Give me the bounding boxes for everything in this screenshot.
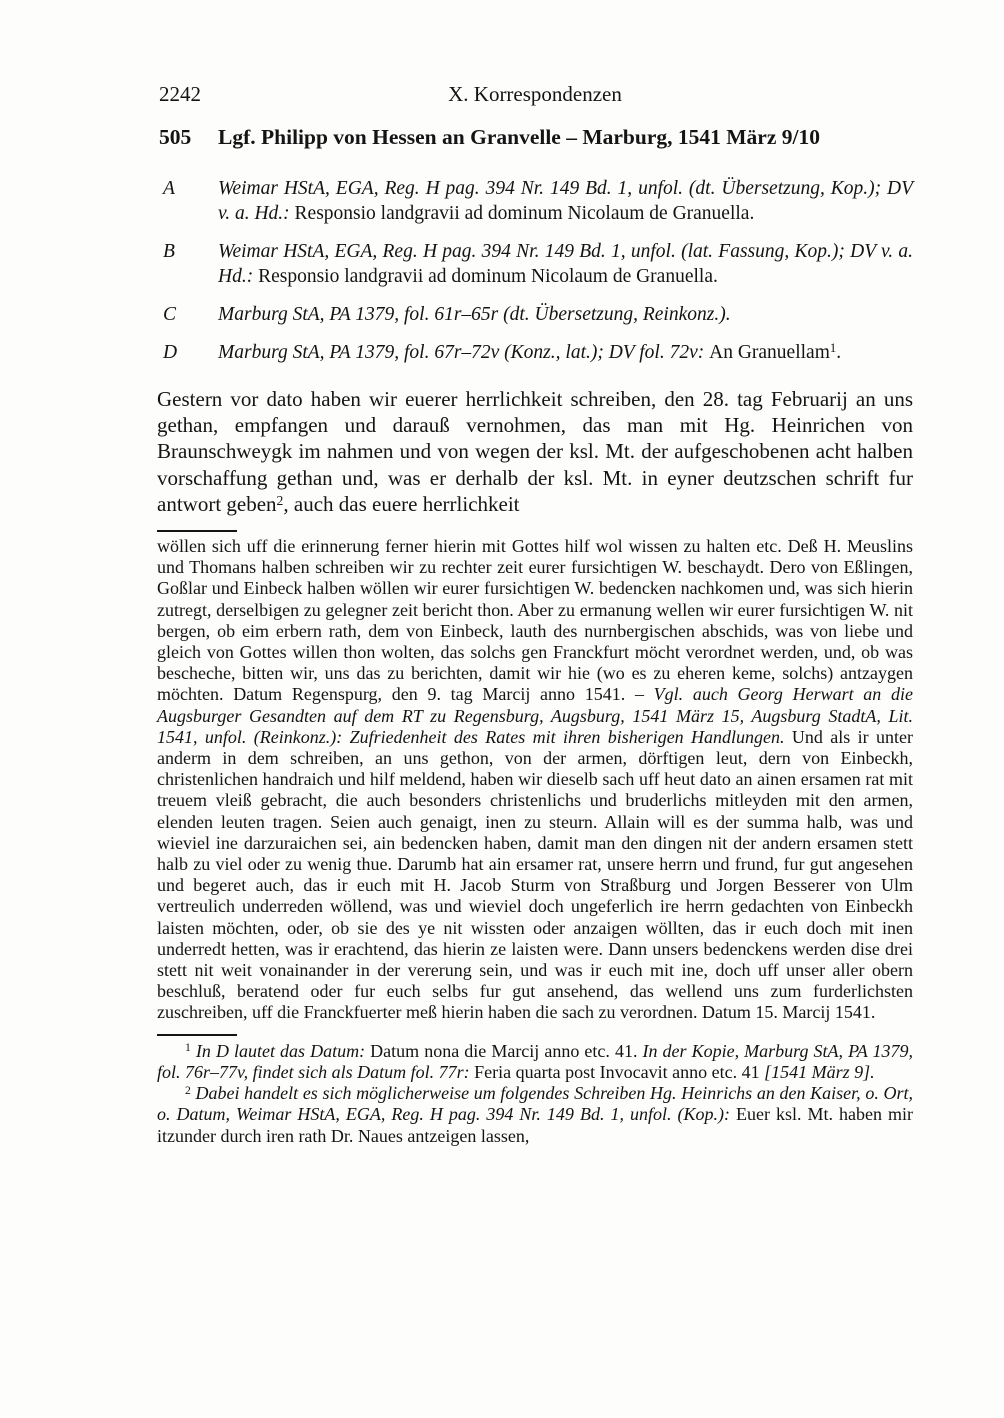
source-text-b xyxy=(218,239,913,289)
text-segment: Weimar HStA, EGA, Reg. H pag. 394 Nr. 149 Bd. 1, unfol. (lat. Fassung, Kop.); DV v. a. Hd.: xyxy=(218,241,913,287)
footnote-1 xyxy=(157,1041,913,1083)
source-label-c: C xyxy=(163,304,177,325)
entry-title: Lgf. Philipp von Hessen an Granvelle – Marburg, 1541 März 9/10 xyxy=(218,125,820,149)
source-text-a xyxy=(218,176,913,226)
text-segment: wöllen sich uff die erinnerung ferner hierin mit Gottes hilf wol wissen zu halten etc. Deß H. Meuslins und Thomans halben schreiben wir zu rechter zeit eurer fursichtigen W. beschaydt. Dero von Eßlingen, Goßlar und Einbeck halben wöllen wir eurer fursichtigen W. bedencken nachkomen und, was sich hierin zutregt, derselbigen zu gelegner zeit bericht thon. Aber zu ermanung wellen wir eurer fursichtigen W. nit bergen, ob eim erbern rath, dem von Einbeck, lauth des nurnbergischen abschids, was von liebe und gleich von Gottes willen thon wolten, das solchs gen Franckfurt möcht verordnet werden, und, ob was bescheche, bitten wir, uns das zu berichten, damit wir hie (wo es zu eheren keme, solchs) antzaygen möchten. Datum Regenspurg, den 9. tag Marcij anno 1541. – xyxy=(157,536,913,705)
footnote-marker: 2 xyxy=(185,1083,191,1097)
text-segment: Gestern vor dato haben wir euerer herrlichkeit schreiben, den 28. tag Februarij an uns gethan, empfangen und darauß vernohmen, das man mit Hg. Heinrichen von Braunschweygk im nahmen und von wegen der ksl. Mt. der aufgeschobenen acht halben vorschaffung gethan und, was er derhalb der ksl. Mt. in eyner deutzschen schrift fur antwort geben xyxy=(157,387,913,516)
text-segment: . xyxy=(836,342,842,363)
text-segment: Marburg StA, PA 1379, fol. 61r–65r (dt. Übersetzung, Reinkonz.). xyxy=(218,304,731,325)
source-text-c xyxy=(218,302,913,327)
text-segment: Feria quarta post Invocavit anno etc. 41 xyxy=(469,1061,765,1082)
page-number: 2242 xyxy=(159,82,201,106)
footnote-marker: 1 xyxy=(829,341,837,356)
text-segment: , auch das euere herrlichkeit xyxy=(283,491,520,516)
page-header xyxy=(157,82,913,108)
source-row-b xyxy=(163,239,913,289)
footnote-2 xyxy=(157,1083,913,1147)
text-segment: Responsio landgravii ad dominum Nicolaum de Granuella. xyxy=(258,266,718,287)
source-row-a xyxy=(163,176,913,226)
text-segment: In D lautet das Datum: xyxy=(195,1040,366,1061)
text-segment: Dabei handelt es sich möglicherweise um folgendes Schreiben Hg. Heinrichs an den Kaiser, o. Ort, o. Datum, Weimar HStA, EGA, Reg. H pag. 394 Nr. 149 Bd. 1, unfol. (Kop.): xyxy=(157,1083,914,1125)
source-label-a: A xyxy=(163,178,175,199)
footnote-marker: 1 xyxy=(185,1041,191,1055)
text-segment: Und als ir unter anderm in dem schreiben, an uns gethon, von der armen, dörftigen leut, dern von Einbeckh, christenlichen handraich und hilf meldend, haben wir dieselb sach uff heut dato an ainen ersamen rat mit treuem vleiß gebracht, die auch besonders christenlichs und bruderlichs mitleyden mit den armen, elenden leuten tragen. Seien auch genaigt, inen zu steurn. Allain will es der summa halb, was und wieviel ine darzuraichen sei, ain bedencken haben, damit man den dingen nit der andern ersamen stett halb zu viel oder zu wenig thue. Darumb hat ain ersamer rat, unsere herrn und frund, fur gut angesehen und begeret auch, das ir euch mit H. Jacob Sturm von Straßburg und Jorgen Besserer von Ulm vertreulich underreden wöllend, was und wieviel doch ungeferlich ire herrn gedachten von Einbeckh laisten möchten, oder, ob sie des ye nit wissten oder anzaigen wöllten, das ir euch doch mit inen underredt hetten, was ir erachtend, das hierin ze laisten were. Dann unsers bedenckens werden dise drei stett nit weit vonainander in der vererung sein, und was ir euch mit ine, doch uff unser aller obern beschluß, beratend oder fur euch selbs fur gut ansehend, das wellend uns zum furderlichsten zuschreiben, uff die Franckfuerter meß hierin haben die sach zu verordnen. Datum 15. Marcij 1541. xyxy=(157,726,913,1023)
entry-number: 505 xyxy=(159,125,192,149)
text-segment: Vgl. auch Georg Herwart an die Augsburger Gesandten auf dem RT zu Regensburg, Augsburg, 1541 März 15, Augsburg StadtA, Lit. 1541, unfol. (Reinkonz.): Zufriedenheit des Rates mit ihren bisherigen Handlungen. xyxy=(157,684,913,747)
letter-continuation-small-print xyxy=(157,536,913,1024)
footnote-rule xyxy=(157,1034,237,1036)
text-segment: Responsio landgravii ad dominum Nicolaum de Granuella. xyxy=(294,203,755,224)
entry-heading xyxy=(159,125,913,150)
text-segment: Datum nona die Marcij anno etc. 41. xyxy=(365,1040,643,1061)
footnote-section xyxy=(157,1041,913,1147)
source-row-c xyxy=(163,302,913,327)
text-segment: In der Kopie, Marburg StA, PA 1379, fol. 76r–77v, findet sich als Datum fol. 77r: xyxy=(157,1040,914,1082)
text-segment: Marburg StA, PA 1379, fol. 67r–72v (Konz., lat.); DV fol. 72v: xyxy=(218,342,710,363)
source-label-d: D xyxy=(163,342,178,363)
source-row-d xyxy=(163,340,913,365)
text-segment: Weimar HStA, EGA, Reg. H pag. 394 Nr. 149 Bd. 1, unfol. (dt. Übersetzung, Kop.); DV v. a. Hd.: xyxy=(218,178,913,224)
source-list xyxy=(157,176,913,365)
letter-body-paragraph xyxy=(157,386,913,517)
apparatus-rule xyxy=(157,530,237,532)
text-segment: An Granuellam xyxy=(709,342,830,363)
source-text-d xyxy=(218,340,913,365)
text-segment: [1541 März 9]. xyxy=(764,1061,875,1082)
text-segment: Euer ksl. Mt. haben mir itzunder durch iren rath Dr. Naues antzeigen lassen, xyxy=(157,1104,913,1146)
running-title: X. Korrespondenzen xyxy=(448,82,622,106)
footnote-marker: 2 xyxy=(276,492,284,508)
source-label-b: B xyxy=(163,241,175,262)
